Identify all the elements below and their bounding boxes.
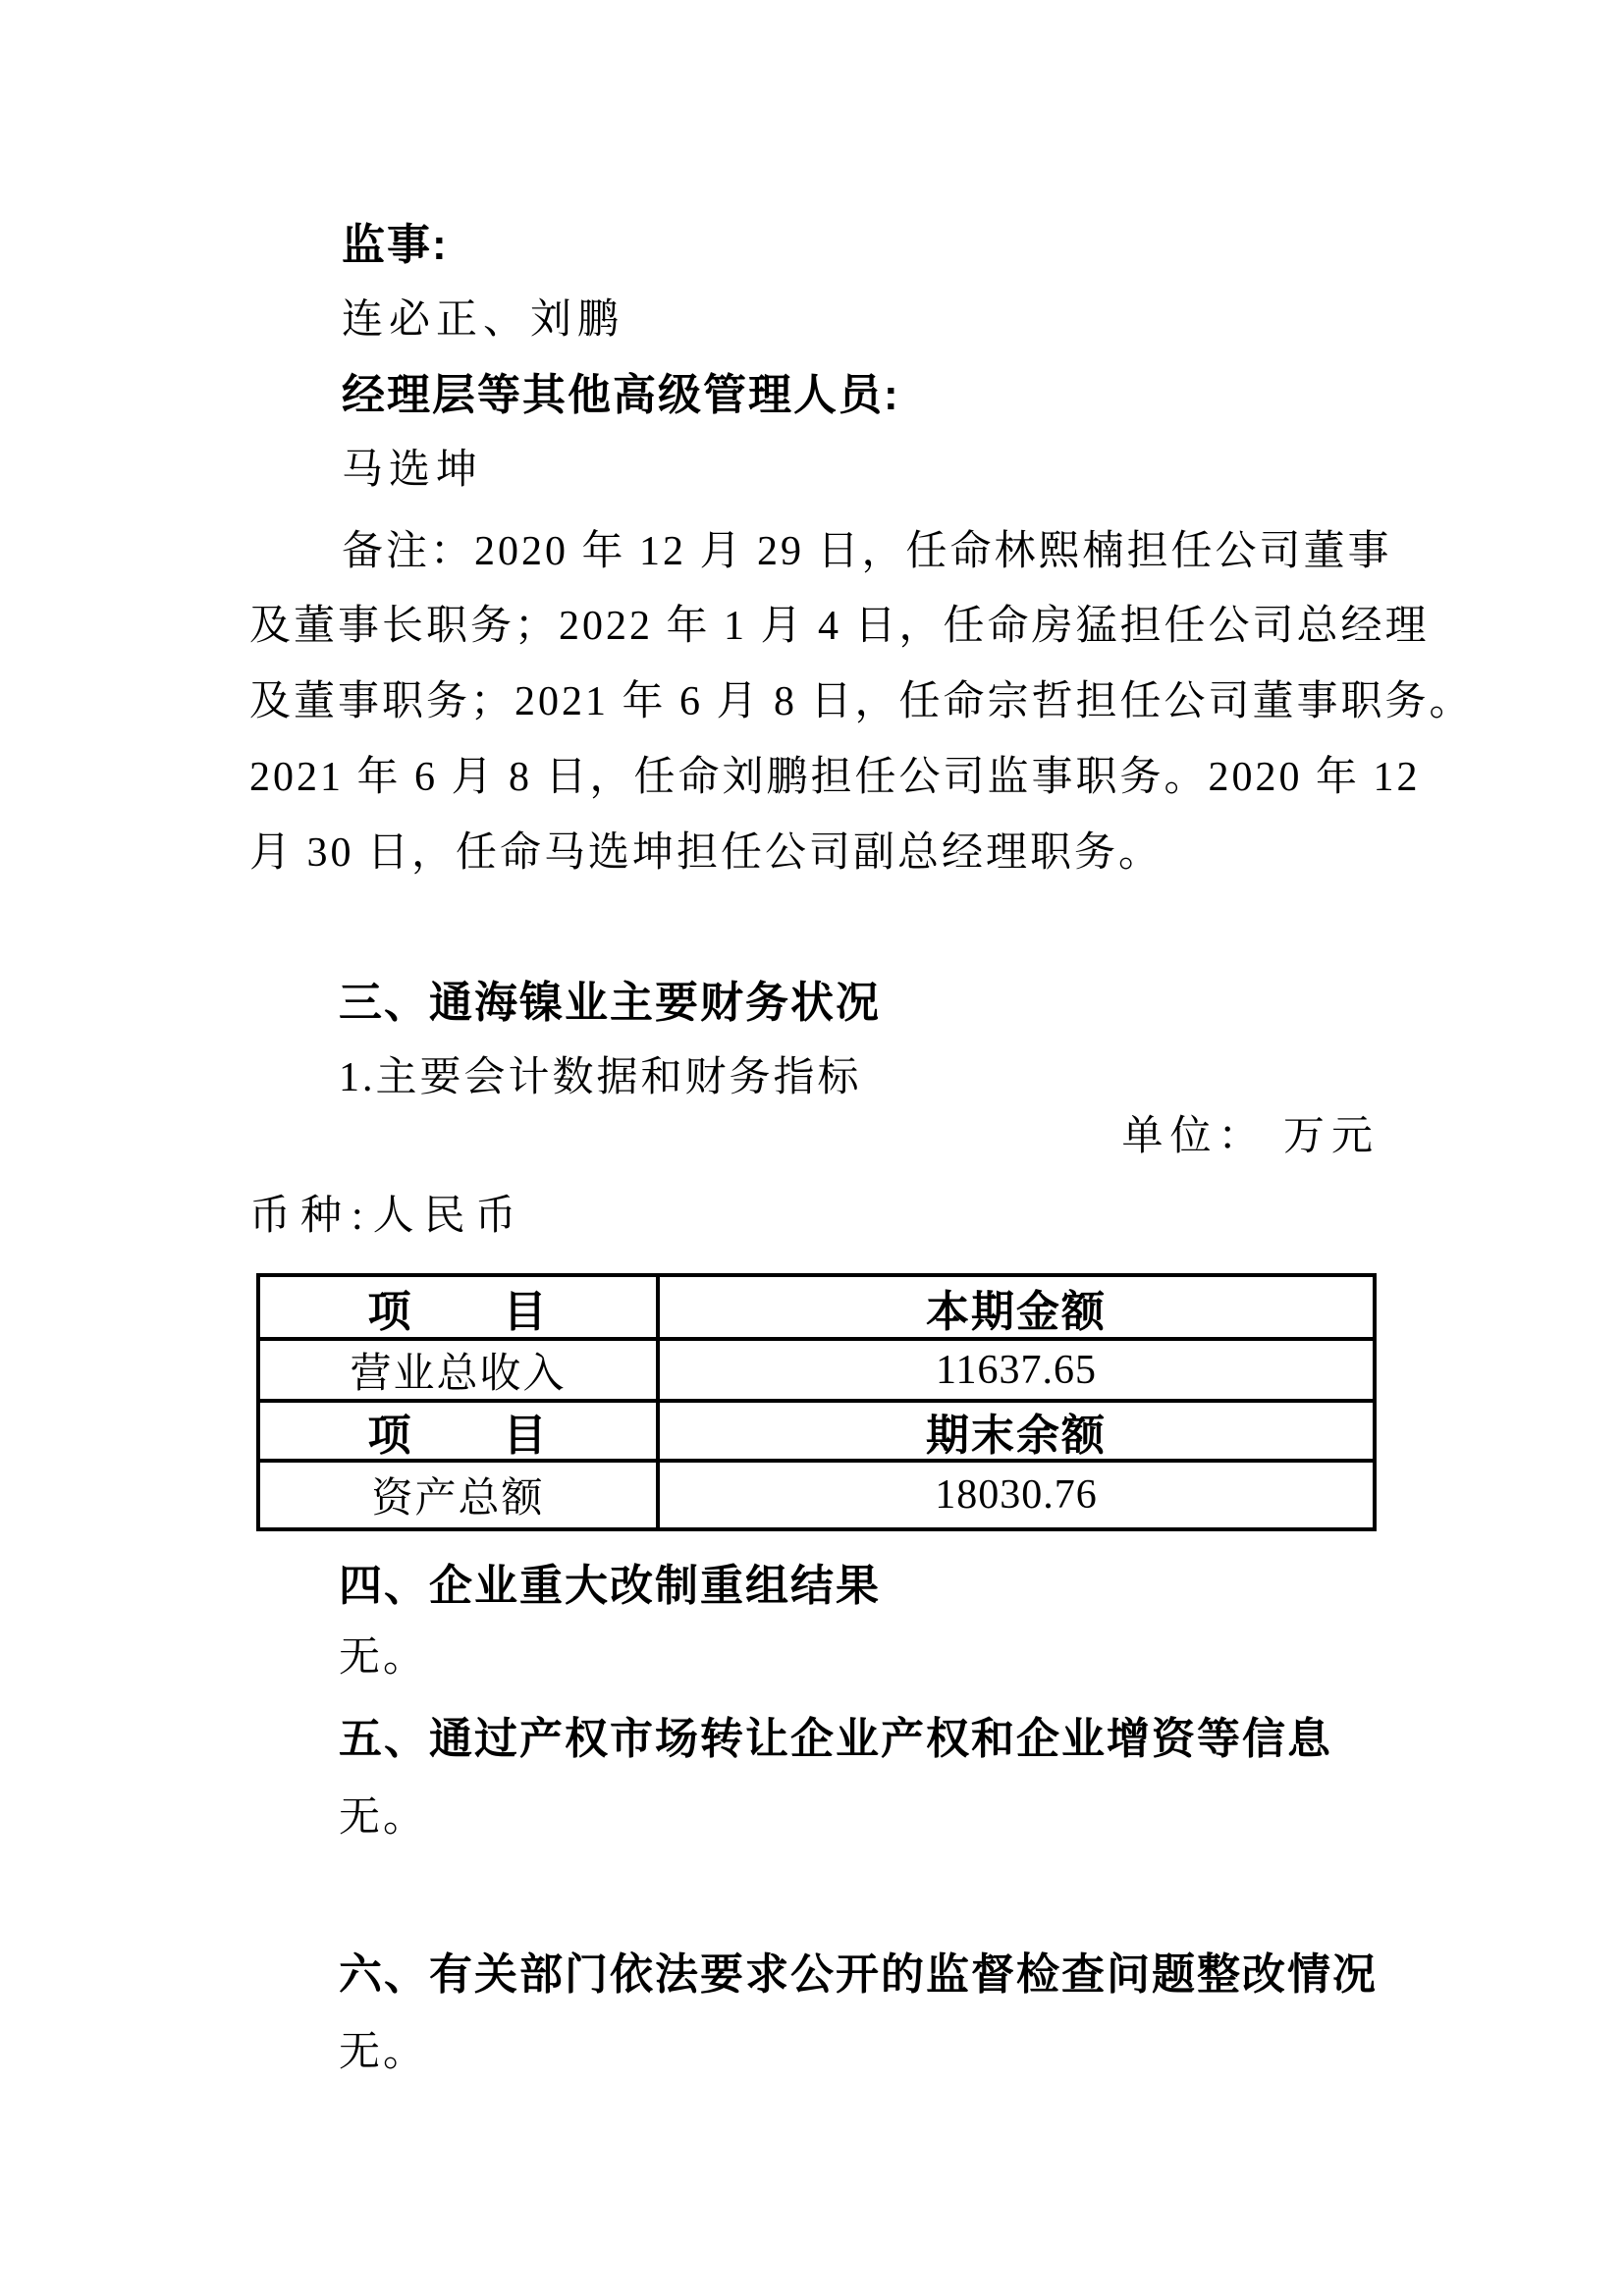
remark-line: 备注：2020 年 12 月 29 日，任命林熙楠担任公司董事 <box>342 529 1392 574</box>
management-names: 马选坤 <box>342 448 484 493</box>
financial-table <box>256 1273 1377 1531</box>
unit-note: 单位： 万元 <box>1121 1114 1380 1159</box>
section4-body: 无。 <box>339 1635 428 1681</box>
remark-line: 2021 年 6 月 8 日，任命刘鹏担任公司监事职务。2020 年 12 <box>249 755 1421 800</box>
table-header-item: 项 目 <box>367 1287 549 1336</box>
section3-heading: 三、通海镍业主要财务状况 <box>339 979 881 1027</box>
table-cell-revenue-label: 营业总收入 <box>260 1337 656 1399</box>
table-cell-assets-value: 18030.76 <box>656 1459 1373 1527</box>
table-header-ending-balance: 期末余额 <box>656 1399 1373 1459</box>
section6-body: 无。 <box>339 2030 428 2075</box>
currency-note: 币种:人民币 <box>249 1194 526 1239</box>
management-label: 经理层等其他高级管理人员: <box>342 371 900 419</box>
remark-line: 月 30 日，任命马选坤担任公司副总经理职务。 <box>249 830 1164 876</box>
table-cell-revenue-value: 11637.65 <box>656 1337 1373 1399</box>
section4-heading: 四、企业重大改制重组结果 <box>339 1562 881 1610</box>
supervisors-label: 监事: <box>342 221 449 269</box>
remark-line: 及董事职务；2021 年 6 月 8 日，任命宗哲担任公司董事职务。 <box>249 679 1474 724</box>
section3-subheading: 1.主要会计数据和财务指标 <box>339 1055 862 1100</box>
remark-line: 及董事长职务；2022 年 1 月 4 日，任命房猛担任公司总经理 <box>249 604 1430 649</box>
table-header-current-amount: 本期金额 <box>656 1277 1373 1337</box>
section5-heading: 五、通过产权市场转让企业产权和企业增资等信息 <box>339 1715 1332 1763</box>
section6-heading: 六、有关部门依法要求公开的监督检查问题整改情况 <box>339 1950 1378 1999</box>
supervisors-names: 连必正、刘鹏 <box>342 297 625 343</box>
section5-body: 无。 <box>339 1795 428 1841</box>
table-cell-assets-label: 资产总额 <box>260 1459 656 1527</box>
table-header-item: 项 目 <box>260 1399 656 1459</box>
